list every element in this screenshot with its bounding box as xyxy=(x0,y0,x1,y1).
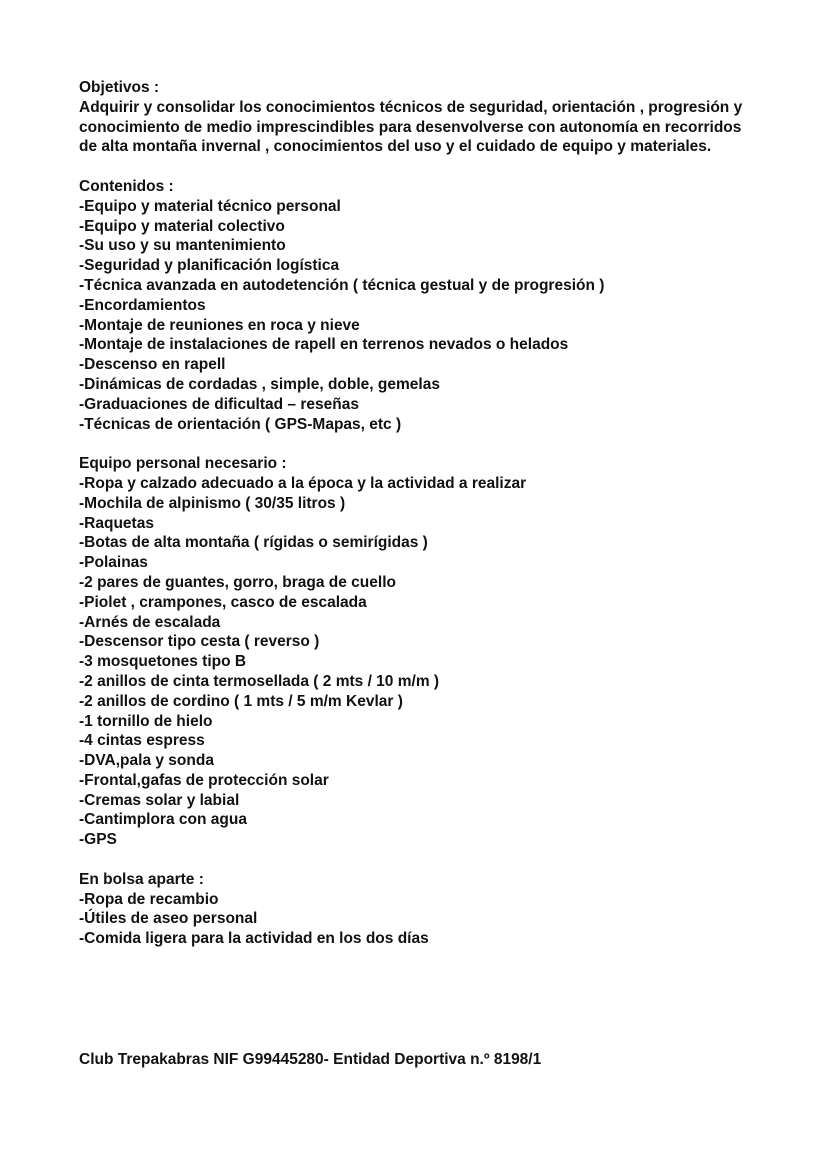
list-item: -Cremas solar y labial xyxy=(79,791,240,809)
list-item: -Montaje de instalaciones de rapell en terrenos nevados o helados xyxy=(79,336,569,354)
list-item: -1 tornillo de hielo xyxy=(79,712,213,730)
list-item: -2 anillos de cinta termosellada ( 2 mts / 10 m/m ) xyxy=(79,672,440,690)
list-item: -2 pares de guantes, gorro, braga de cuello xyxy=(79,573,396,591)
document-body xyxy=(79,78,759,969)
list-item: -Equipo y material técnico personal xyxy=(79,197,341,215)
list-item: -Descensor tipo cesta ( reverso ) xyxy=(79,633,320,651)
list-item: -Dinámicas de cordadas , simple, doble, gemelas xyxy=(79,375,440,393)
section-contenidos xyxy=(79,177,759,434)
objetivos-heading: Objetivos : xyxy=(79,79,160,96)
list-item: -Encordamientos xyxy=(79,296,206,314)
list-item: -Técnica avanzada en autodetención ( técnica gestual y de progresión ) xyxy=(79,276,605,294)
list-item: -Arnés de escalada xyxy=(79,613,221,631)
list-item: -Técnicas de orientación ( GPS-Mapas, etc ) xyxy=(79,415,402,433)
list-item: -Equipo y material colectivo xyxy=(79,217,285,235)
bolsa-heading: En bolsa aparte : xyxy=(79,870,204,888)
list-item: -Raquetas xyxy=(79,514,154,532)
list-item: -Polainas xyxy=(79,554,148,572)
section-bolsa xyxy=(79,870,759,949)
list-item: -Montaje de reuniones en roca y nieve xyxy=(79,316,360,334)
contenidos-heading: Contenidos : xyxy=(79,177,174,195)
contenidos-list xyxy=(79,197,759,435)
list-item: -3 mosquetones tipo B xyxy=(79,653,247,671)
section-objetivos xyxy=(79,78,759,157)
list-item: -Piolet , crampones, casco de escalada xyxy=(79,593,367,611)
list-item: -Útiles de aseo personal xyxy=(79,910,258,928)
list-item: -Ropa y calzado adecuado a la época y la actividad a realizar xyxy=(79,474,527,492)
list-item: -Comida ligera para la actividad en los dos días xyxy=(79,930,429,948)
list-item: -DVA,pala y sonda xyxy=(79,752,214,770)
list-item: -Ropa de recambio xyxy=(79,890,219,908)
list-item: -4 cintas espress xyxy=(79,732,205,750)
section-equipo xyxy=(79,454,759,850)
list-item: -Graduaciones de dificultad – reseñas xyxy=(79,395,359,413)
list-item: -Cantimplora con agua xyxy=(79,811,247,829)
list-item: -Seguridad y planificación logística xyxy=(79,257,340,275)
list-item: -Botas de alta montaña ( rígidas o semirígidas ) xyxy=(79,534,428,552)
list-item: -Su uso y su mantenimiento xyxy=(79,237,286,255)
list-item: -2 anillos de cordino ( 1 mts / 5 m/m Kevlar ) xyxy=(79,692,403,710)
list-item: -GPS xyxy=(79,831,117,849)
equipo-heading: Equipo personal necesario : xyxy=(79,455,287,473)
list-item: -Mochila de alpinismo ( 30/35 litros ) xyxy=(79,494,346,512)
list-item: -Descenso en rapell xyxy=(79,356,226,374)
bolsa-list xyxy=(79,890,759,949)
objetivos-text: Adquirir y consolidar los conocimientos técnicos de seguridad, orientación , progresión y conocimiento de medio imprescindibles para desenvolverse con autonomía en recorridos de alta montaña invernal , conocimientos del uso y el cuidado de equipo y materiales. xyxy=(79,98,743,156)
equipo-list xyxy=(79,474,759,850)
list-item: -Frontal,gafas de protección solar xyxy=(79,771,329,789)
footer-text: Club Trepakabras NIF G99445280- Entidad Deportiva n.º 8198/1 xyxy=(79,1051,542,1068)
